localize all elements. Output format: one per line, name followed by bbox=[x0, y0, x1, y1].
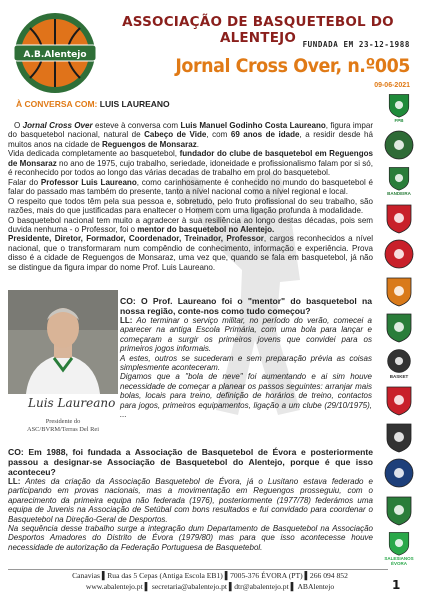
founded-date: FUNDADA EM 23-12-1988 bbox=[302, 40, 410, 49]
intro-paragraph-5: O basquetebol nacional tem muito a agradecer à sua resiliência ao longo destas décadas, pois sem duvida nenhuma - o Professor, foi o mentor do basquetebol no Alentejo. bbox=[8, 215, 373, 234]
club-logo-2 bbox=[382, 165, 416, 196]
issue-date: 09-06-2021 bbox=[374, 82, 410, 89]
club-logo-7-label: BASKET bbox=[389, 373, 409, 379]
signature: Luis Laureano bbox=[28, 396, 116, 410]
photo-caption: Presidente do ASC/BVRM/Terras Del Rei bbox=[27, 418, 99, 433]
intro-paragraph-2: Vida dedicada completamente ao basquetebol, fundador do clube de basquetebol em Reguengos de Monsaraz no ano de 1975, cujo trabalho, seriedade, idoneidade e profissionalismo falam por si só, é reconhecido por todos ao longo das várias decadas de trabalho em prol do basquetebol. bbox=[8, 149, 373, 178]
answer-1: LL: Ao terminar o serviço militar, no período do verão, comecei a aparecer na antiga Escola Primária, com uma bola para lançar e começaram a surgir os primeiros jovens que convidei para os primeiros jogos informais. bbox=[120, 316, 372, 354]
club-logo-10 bbox=[382, 457, 416, 489]
section-lead: À CONVERSA COM: bbox=[16, 99, 98, 109]
answer-1-cont-1: A estes, outros se sucederam e sem preparação prévia as coisas simplesmente aconteceram. bbox=[120, 353, 372, 373]
intro-paragraph-1: O Jornal Cross Over esteve à conversa com Luis Manuel Godinho Costa Laureano, figura impar do basquetebol nacional, natural de Cabeço de Vide, com 69 anos de idade, a residir desde há muitos anos na cidade de Reguengos de Monsaraz. bbox=[8, 121, 373, 149]
answer-2-cont: Na sequência desse trabalho surge a integração dum Departamento de Basquetebol na Associação Desportos Amadores do Distrito de Évora (1979/80) mas para que isso acontecesse houve necessidade de autorização da Federação Portuguesa de Basquetebol. bbox=[8, 524, 373, 552]
club-logo-4 bbox=[382, 238, 416, 270]
footer-web: www.abalentejo.pt ▌ secretaria@abalentejo.pt ▌dtr@abalentejo.pt ▌ ABAlentejo bbox=[85, 581, 335, 591]
footer-address: Canavias ▌Rua das 5 Cepas (Antiga Escola EB1) ▌7005-376 ÉVORA (PT) ▌266 094 852 bbox=[72, 571, 348, 580]
association-title: ASSOCIAÇÃO DE BASQUETEBOL DO ALENTEJO bbox=[122, 14, 394, 46]
intro-paragraph-4: O respeito que todos têm pela sua pessoa e, sobretudo, pelo fruto profissional do seu trabalho, são razões, mais do que justificadas para enaltecer o Homem com uma ligação profunda à modalidade. bbox=[8, 196, 373, 216]
club-logo-11 bbox=[382, 494, 416, 526]
club-logo-3 bbox=[382, 202, 416, 234]
intro-paragraph-6: Presidente, Diretor, Formador, Coordenador, Treinador, Professor, cargos reconhecidos a nível nacional, que o transformaram num compêndio de conhecimento, informação e experiência. Prova disso é a cidade de Reguengos de Monsaraz, uma vez que, quando se fala em basquetebol, já não se distingue da figura impar do nome Prof. Luis Laureano. bbox=[8, 234, 373, 272]
intro-text bbox=[8, 121, 373, 272]
club-logo-2-label: BANDEIRA bbox=[387, 191, 411, 196]
intro-paragraph-3: Falar do Professor Luis Laureano, como carinhosamente é conhecido no mundo do basquetebol é falar do passado mas também do presente, tanto a nível nacional como a nível regional e local. bbox=[8, 177, 373, 197]
abalentejo-logo bbox=[10, 8, 100, 98]
club-logo-8 bbox=[382, 384, 416, 416]
salesianos-logo-label: SALESIANOS ÉVORA bbox=[384, 556, 414, 566]
logo-text: A.B.Alentejo bbox=[23, 50, 87, 60]
footer-contacts bbox=[50, 571, 370, 592]
interview-q1 bbox=[120, 296, 372, 419]
answer-2: LL: Antes da criação da Associação Basquetebol de Évora, já o Lusitano estava federado e participando em provas nacionais, mas a movimentação em Reguengos prosseguiu, com o aparecimento da primeira equipa não federada (1976), posteriormente (1977/78) federámos uma equipa de Juvenis na Associação de Setúbal com bons resultados e fui convidado para coordenar o Basquetebol na Direção-Geral de Desportos. bbox=[8, 477, 373, 524]
portrait-block bbox=[8, 290, 118, 442]
abalentejo-small-logo bbox=[382, 129, 416, 161]
portrait-photo bbox=[8, 290, 118, 394]
page-number: 1 bbox=[392, 578, 401, 592]
section-person: LUIS LAUREANO bbox=[99, 99, 170, 109]
club-logo-6 bbox=[382, 311, 416, 343]
club-logo-9 bbox=[382, 421, 416, 453]
journal-title: Jornal Cross Over, n.º005 bbox=[175, 55, 410, 77]
salesianos-logo bbox=[382, 530, 416, 566]
fpb-logo bbox=[382, 92, 416, 123]
club-logo-7 bbox=[382, 348, 416, 379]
section-heading bbox=[16, 99, 170, 109]
question-1: CO: O Prof. Laureano foi o "mentor" do basquetebol na nossa região, conte-nos como tudo começou? bbox=[120, 296, 372, 316]
club-logo-5 bbox=[382, 275, 416, 307]
fpb-logo-label: FPB bbox=[394, 118, 404, 123]
question-2: CO: Em 1988, foi fundada a Associação de Basquetebol de Évora e posteriormente passou a designar-se Associação de Basquetebol do Alentejo, porque é que isso aconteceu? bbox=[8, 447, 373, 477]
answer-1-cont-2: Digamos que a "bola de neve" foi aumentando e ai sim houve necessidade de começar a planear os passos seguintes: arranjar mais bolas, locais para treino, definição de horários de treino, contactos para jogos, primeiros equipamentos, ligação a um clube (29/10/1975), ... bbox=[120, 372, 372, 420]
club-logos-sidebar bbox=[378, 92, 420, 572]
interview-q2 bbox=[8, 447, 373, 552]
footer-divider bbox=[8, 569, 388, 570]
